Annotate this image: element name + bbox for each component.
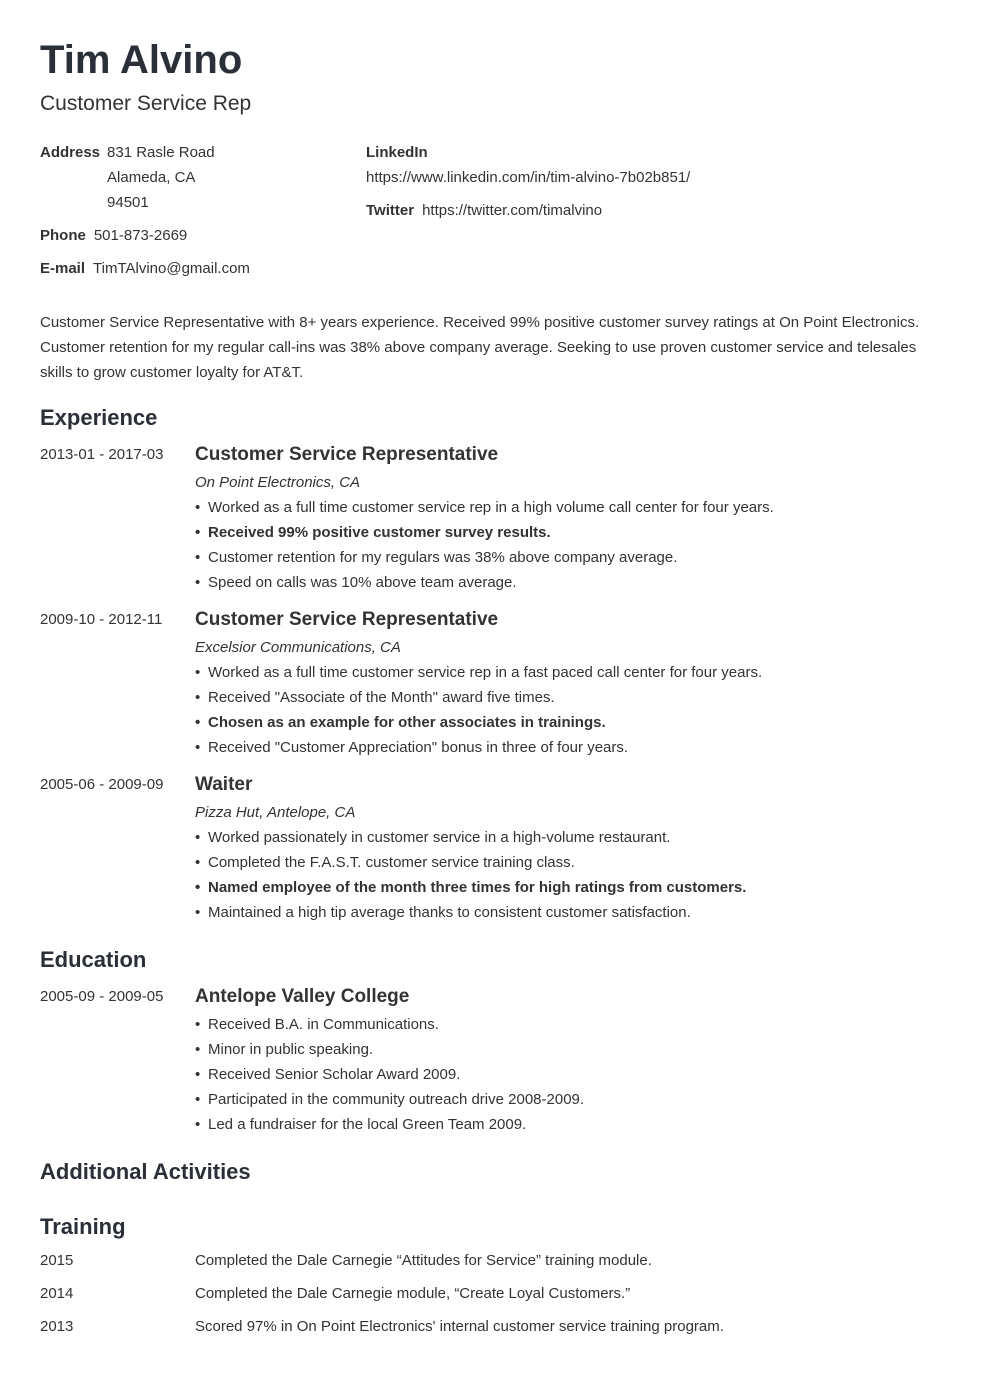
entry-organization: Excelsior Communications, CA bbox=[195, 639, 401, 656]
entry-role: Waiter bbox=[195, 774, 253, 795]
linkedin-link[interactable]: https://www.linkedin.com/in/tim-alvino-7b02b851/ bbox=[366, 169, 691, 186]
list-item: • Worked as a full time customer service rep in a high volume call center for four years. bbox=[195, 495, 935, 520]
list-item: • Received 99% positive customer survey results. bbox=[195, 520, 935, 545]
list-item: • Received Senior Scholar Award 2009. bbox=[195, 1062, 935, 1087]
list-item: • Participated in the community outreach drive 2008-2009. bbox=[195, 1087, 935, 1112]
address-label: Address bbox=[40, 144, 101, 161]
phone-label: Phone bbox=[40, 227, 86, 244]
phone-value[interactable]: 501-873-2669 bbox=[93, 227, 188, 244]
candidate-title: Customer Service Rep bbox=[40, 92, 252, 115]
entry-bullets bbox=[195, 825, 935, 925]
candidate-name: Tim Alvino bbox=[40, 38, 243, 82]
entry-organization: Pizza Hut, Antelope, CA bbox=[195, 804, 356, 821]
contact-linkedin bbox=[366, 140, 690, 190]
additional-activities-heading: Additional Activities bbox=[40, 1159, 251, 1184]
list-item: • Customer retention for my regulars was 38% above company average. bbox=[195, 545, 935, 570]
training-year: 2013 bbox=[40, 1318, 74, 1335]
address-line: Alameda, CA bbox=[107, 169, 196, 186]
entry-role: Customer Service Representative bbox=[195, 609, 499, 630]
list-item: • Chosen as an example for other associates in trainings. bbox=[195, 710, 935, 735]
list-item: • Worked as a full time customer service rep in a fast paced call center for four years. bbox=[195, 660, 935, 685]
list-item: • Completed the F.A.S.T. customer service training class. bbox=[195, 850, 935, 875]
twitter-label: Twitter bbox=[366, 202, 415, 219]
email-value[interactable]: TimTAlvino@gmail.com bbox=[93, 260, 250, 277]
entry-bullets bbox=[195, 660, 935, 760]
profile-summary: Customer Service Representative with 8+ years experience. Received 99% positive customer survey ratings at On Point Electronics. Customer retention for my regular call-ins was 38% above company average. Seeking to use proven customer service and telesales skills to grow customer loyalty for AT&T. bbox=[40, 314, 920, 381]
address-line: 831 Rasle Road bbox=[107, 144, 215, 161]
list-item: • Speed on calls was 10% above team average. bbox=[195, 570, 935, 595]
entry-dates: 2009-10 - 2012-11 bbox=[40, 611, 163, 628]
entry-bullets bbox=[195, 495, 935, 595]
address-line: 94501 bbox=[107, 194, 149, 211]
list-item: • Received "Associate of the Month" award five times. bbox=[195, 685, 935, 710]
training-description: Completed the Dale Carnegie module, “Create Loyal Customers.” bbox=[195, 1285, 631, 1302]
list-item: • Received "Customer Appreciation" bonus in three of four years. bbox=[195, 735, 935, 760]
list-item: • Led a fundraiser for the local Green Team 2009. bbox=[195, 1112, 935, 1137]
training-year: 2014 bbox=[40, 1285, 74, 1302]
experience-heading: Experience bbox=[40, 405, 158, 430]
entry-school: Antelope Valley College bbox=[195, 986, 410, 1007]
education-heading: Education bbox=[40, 947, 147, 972]
training-description: Completed the Dale Carnegie “Attitudes for Service” training module. bbox=[195, 1252, 652, 1269]
list-item: • Received B.A. in Communications. bbox=[195, 1012, 935, 1037]
entry-organization: On Point Electronics, CA bbox=[195, 474, 361, 491]
contact-address bbox=[40, 140, 215, 215]
entry-dates: 2005-06 - 2009-09 bbox=[40, 776, 164, 793]
entry-dates: 2013-01 - 2017-03 bbox=[40, 446, 164, 463]
contact-twitter bbox=[366, 198, 602, 223]
entry-dates: 2005-09 - 2009-05 bbox=[40, 988, 164, 1005]
list-item: • Named employee of the month three times for high ratings from customers. bbox=[195, 875, 935, 900]
entry-bullets bbox=[195, 1012, 935, 1137]
twitter-link[interactable]: https://twitter.com/timalvino bbox=[422, 202, 603, 219]
address-lines bbox=[107, 140, 215, 215]
list-item: • Worked passionately in customer service in a high-volume restaurant. bbox=[195, 825, 935, 850]
list-item: • Maintained a high tip average thanks to consistent customer satisfaction. bbox=[195, 900, 935, 925]
contact-phone bbox=[40, 223, 187, 248]
list-item: • Minor in public speaking. bbox=[195, 1037, 935, 1062]
entry-role: Customer Service Representative bbox=[195, 444, 499, 465]
training-year: 2015 bbox=[40, 1252, 74, 1269]
training-description: Scored 97% in On Point Electronics' internal customer service training program. bbox=[195, 1318, 724, 1335]
email-label: E-mail bbox=[40, 260, 86, 277]
training-heading: Training bbox=[40, 1214, 126, 1239]
linkedin-label: LinkedIn bbox=[366, 144, 428, 161]
contact-email bbox=[40, 256, 250, 281]
